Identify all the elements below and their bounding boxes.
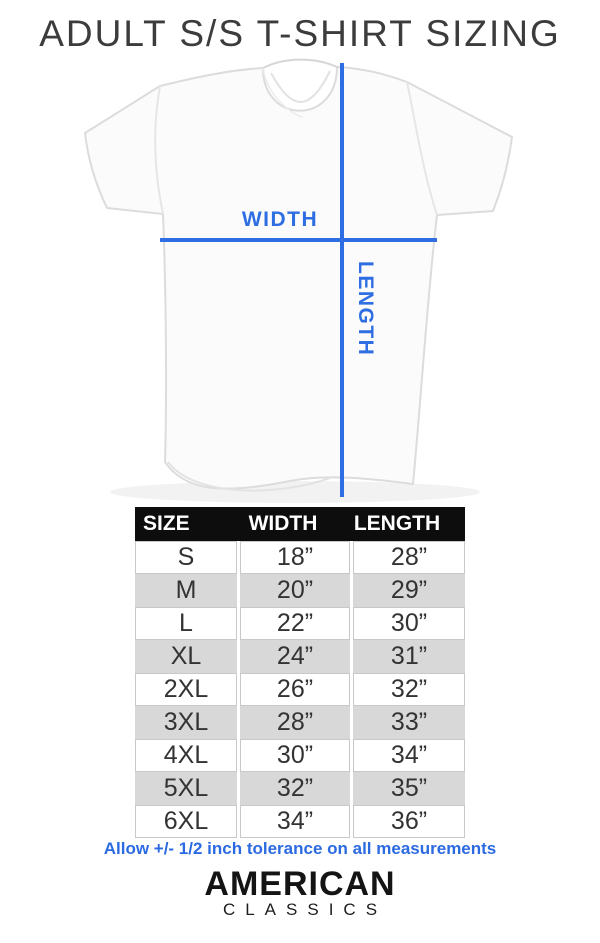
- width-cell: 26”: [240, 673, 350, 706]
- length-cell: 31”: [353, 640, 465, 673]
- width-cell: 28”: [240, 706, 350, 739]
- sizing-table-header: [135, 507, 465, 541]
- size-cell: 6XL: [135, 805, 237, 838]
- size-cell: 3XL: [135, 706, 237, 739]
- table-row: [135, 574, 465, 607]
- width-cell: 30”: [240, 739, 350, 772]
- width-cell: 20”: [240, 574, 350, 607]
- width-label: WIDTH: [241, 208, 319, 231]
- table-row: [135, 541, 465, 574]
- table-row: [135, 805, 465, 838]
- brand-name-classics: CLASSICS: [222, 900, 388, 919]
- page-title: ADULT S/S T-SHIRT SIZING: [39, 13, 561, 54]
- table-row: [135, 772, 465, 805]
- length-cell: 29”: [353, 574, 465, 607]
- table-row: [135, 673, 465, 706]
- table-row: [135, 706, 465, 739]
- length-cell: 30”: [353, 607, 465, 640]
- table-row: [135, 607, 465, 640]
- length-cell: 28”: [353, 541, 465, 574]
- length-measure-line: [340, 63, 344, 497]
- width-cell: 34”: [240, 805, 350, 838]
- sizing-table: [135, 507, 465, 838]
- size-cell: M: [135, 574, 237, 607]
- length-cell: 32”: [353, 673, 465, 706]
- brand-name-american: AMERICAN: [204, 865, 396, 903]
- header-size: SIZE: [143, 512, 190, 535]
- table-row: [135, 739, 465, 772]
- length-label: LENGTH: [354, 261, 377, 357]
- width-cell: 18”: [240, 541, 350, 574]
- width-cell: 24”: [240, 640, 350, 673]
- length-cell: 36”: [353, 805, 465, 838]
- size-cell: 4XL: [135, 739, 237, 772]
- length-cell: 35”: [353, 772, 465, 805]
- header-width: WIDTH: [248, 512, 318, 535]
- width-cell: 32”: [240, 772, 350, 805]
- length-cell: 34”: [353, 739, 465, 772]
- header-length: LENGTH: [353, 512, 441, 535]
- width-cell: 22”: [240, 607, 350, 640]
- size-cell: L: [135, 607, 237, 640]
- size-cell: 5XL: [135, 772, 237, 805]
- size-cell: S: [135, 541, 237, 574]
- tolerance-note: Allow +/- 1/2 inch tolerance on all measurements: [103, 839, 497, 858]
- table-row: [135, 640, 465, 673]
- length-cell: 33”: [353, 706, 465, 739]
- size-cell: XL: [135, 640, 237, 673]
- width-measure-line: [160, 238, 437, 242]
- size-cell: 2XL: [135, 673, 237, 706]
- brand-logo: [0, 867, 600, 919]
